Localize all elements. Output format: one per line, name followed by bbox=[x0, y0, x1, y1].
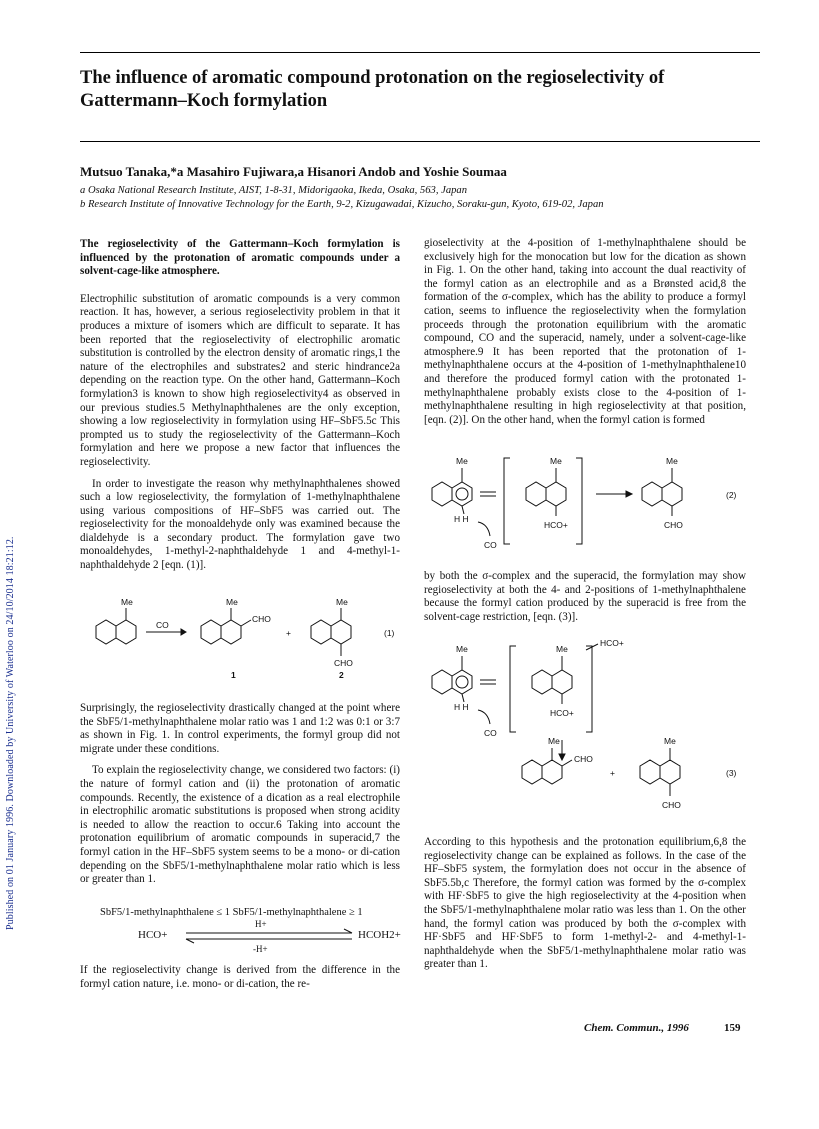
reverse-label: -H+ bbox=[253, 944, 268, 954]
scheme-1-svg bbox=[86, 596, 406, 686]
reagent-label: CO bbox=[484, 728, 497, 738]
right-column-top bbox=[424, 237, 746, 435]
formyl-label: CHO bbox=[662, 800, 681, 810]
methyl-label: Me bbox=[456, 644, 468, 654]
plus-sign: + bbox=[286, 628, 291, 638]
equation-number: (1) bbox=[384, 628, 395, 638]
compound-number: 2 bbox=[339, 670, 344, 680]
paragraph: gioselectivity at the 4-position of 1-methylnaphthalene should be exclusively high for the monocation but low for the dication as shown in Fig. 1. On the other hand, taking into account the dual reactivity of the formyl cation as an electrophile and as a Brønsted acid,8 the formation of the σ-complex, which has the ability to produce a formyl cation, seems to influence the regioselectivity when the formylation proceeds through the protonation equilibrium with the aromatic compound, CO and the superacid, namely, under a solvent-cage-like atmosphere.9 It has been reported that the protonation of 1-methylnaphthalene occurs at the 4-position of 1-methylnaphthalene10 and therefore the produced formyl cation with the protonated 1-methylnaphthalene probably exists close to the 4-position of 1-methylnaphthalene resulting in high regioselectivity at that position, [eqn. (2)]. On the other hand, when the formyl cation is formed bbox=[424, 237, 746, 426]
affiliation-b: b Research Institute of Innovative Technology for the Earth, 9-2, Kizugawadai, Kizucho, Soraku-gun, Kyoto, 619-02, Japan bbox=[80, 199, 604, 210]
formyl-label: CHO bbox=[252, 614, 271, 624]
equation-number: (2) bbox=[726, 490, 737, 500]
affiliation-a: a Osaka National Research Institute, AIST, 1-8-31, Midorigaoka, Ikeda, Osaka, 563, Japan bbox=[80, 185, 468, 196]
left-column-end bbox=[80, 964, 400, 999]
methyl-label: Me bbox=[226, 597, 238, 607]
paragraph: According to this hypothesis and the protonation equilibrium,6,8 the regioselectivity change can be explained as follows. In the case of the HF–SbF5 system, the formylation does not occur in the absence of SbF5.5b,c Therefore, the formyl cation was formed by the σ-complex with HF·SbF5 to give the high regioselectivity at the 4-position when the SbF5/1-methylnaphthalene molar ratio was less than 1. On the other hand, the formyl cation was produced by both the σ-complex with HF·SbF5 and HF·SbF5 to form 1-methyl-2- and 4-methyl-1-naphthaldehyde when the SbF5/1-methylnaphthalene molar ratio was greater than 1. bbox=[424, 836, 746, 971]
download-notice: Published on 01 January 1996. Downloaded by University of Waterloo on 24/10/2014 18:21:12. bbox=[5, 536, 16, 930]
left-column-top bbox=[80, 238, 400, 581]
paragraph: by both the σ-complex and the superacid, the formylation may show regioselectivity at both the 4- and 2-positions of 1-methylnaphthalene because the formyl cation produced by the superacid is free from the solvent-cage restriction, [eqn. (3)]. bbox=[424, 570, 746, 623]
formyl-label: CHO bbox=[574, 754, 593, 764]
article-title: The influence of aromatic compound protonation on the regioselectivity of Gattermann–Koch formylation bbox=[80, 68, 665, 111]
paragraph: In order to investigate the reason why methylnaphthalenes showed such a low regioselectivity, the formylation of 1-methylnaphthalene using various compositions of HF–SbF5 was carried out. The regioselectivity for the monoaldehyde only was examined because the dialdehyde is a secondary product. The formylation gave two monoaldehydes, 1-methyl-2-naphthaldehyde 1 and 4-methyl-1-naphthaldehyde 2 [eqn. (1)]. bbox=[80, 477, 400, 572]
equilibrium-arrows bbox=[184, 927, 354, 947]
forward-label: H+ bbox=[255, 919, 267, 929]
hydrogen-label: H H bbox=[454, 514, 469, 524]
formyl-cation-label: HCO+ bbox=[550, 708, 574, 718]
methyl-label: Me bbox=[550, 456, 562, 466]
page-number: 159 bbox=[724, 1022, 741, 1034]
paragraph: If the regioselectivity change is derived from the difference in the formyl cation nature, i.e. mono- or di-cation, the re- bbox=[80, 964, 400, 990]
formyl-cation: HCO+ bbox=[138, 929, 168, 941]
equilibrium-condition: SbF5/1-methylnaphthalene ≤ 1 SbF5/1-methylnaphthalene ≥ 1 bbox=[100, 907, 363, 918]
scheme-eqn-1 bbox=[86, 596, 406, 686]
methyl-label: Me bbox=[548, 736, 560, 746]
methyl-label: Me bbox=[456, 456, 468, 466]
plus-sign: + bbox=[610, 768, 615, 778]
reagent-label: CO bbox=[484, 540, 497, 550]
reagent-label: CO bbox=[156, 620, 169, 630]
scheme-eqn-3 bbox=[426, 640, 746, 820]
formyl-cation-label: HCO+ bbox=[600, 638, 624, 648]
compound-number: 1 bbox=[231, 670, 236, 680]
formyl-cation-label: HCO+ bbox=[544, 520, 568, 530]
title-rule bbox=[80, 141, 760, 142]
journal-citation: Chem. Commun., 1996 bbox=[584, 1022, 689, 1034]
methyl-label: Me bbox=[121, 597, 133, 607]
author-list: Mutsuo Tanaka,*a Masahiro Fujiwara,a Hisanori Andob and Yoshie Soumaa bbox=[80, 164, 507, 179]
left-column-bottom bbox=[80, 702, 400, 895]
right-column-middle bbox=[424, 570, 746, 632]
methyl-label: Me bbox=[336, 597, 348, 607]
abstract: The regioselectivity of the Gattermann–Koch formylation is influenced by the protonation of aromatic compounds under a solvent-cage-like atmosphere. bbox=[80, 238, 400, 278]
equation-number: (3) bbox=[726, 768, 737, 778]
scheme-eqn-2 bbox=[426, 452, 746, 562]
paragraph: Surprisingly, the regioselectivity drastically changed at the point where the SbF5/1-methylnaphthalene molar ratio was 1 and 1:2 was 0:1 or 3:7 as shown in Fig. 1. In control experiments, the formyl group did not migrate under these conditions. bbox=[80, 702, 400, 755]
methyl-label: Me bbox=[666, 456, 678, 466]
scheme-3-svg bbox=[426, 640, 746, 820]
hydrogen-label: H H bbox=[454, 702, 469, 712]
methyl-label: Me bbox=[664, 736, 676, 746]
paragraph: To explain the regioselectivity change, we considered two factors: (i) the nature of formyl cation and (ii) the protonation of aromatic compounds. Recently, the existence of a dication as a real electrophile in electrophilic aromatic substitutions is proposed when strong acidity is needed to allow the reaction to occur.6 Taking into account the protonation equilibrium of aromatic compounds in superacid,7 the formyl cation in the HF–SbF5 system seems to be a mono- or di-cation depending on the SbF5/1-methylnaphthalene molar ratio which is less or greater than 1. bbox=[80, 764, 400, 886]
formyl-label: CHO bbox=[334, 658, 353, 668]
methyl-label: Me bbox=[556, 644, 568, 654]
top-rule bbox=[80, 52, 760, 53]
scheme-2-svg bbox=[426, 452, 746, 562]
protonation-equilibrium bbox=[100, 907, 400, 957]
paragraph: Electrophilic substitution of aromatic compounds is a very common reaction. It has, however, a serious regioselectivity problem in that it produces a mixture of isomers which are difficult to separate. It has been reported that the regioselectivity of electrophilic aromatic substitution is controlled by the electron density of aromatic rings,1 the nature of the electrophiles and substrates2 and steric hindrance2a depending on the reaction type. On the other hand, Gattermann–Koch formylation3 is known to show high regioselectivity4 as observed in our previous studies.5 Methylnaphthalenes are the only exception, showing a low regioselectivity in formylation using HF–SbF5.5c This prompted us to study the regioselectivity of the Gattermann–Koch formylation and here we propose a new factor that influences the regioselectivity. bbox=[80, 292, 400, 468]
protonated-formyl-cation: HCOH2+ bbox=[358, 929, 401, 941]
right-column-bottom bbox=[424, 836, 746, 980]
formyl-label: CHO bbox=[664, 520, 683, 530]
